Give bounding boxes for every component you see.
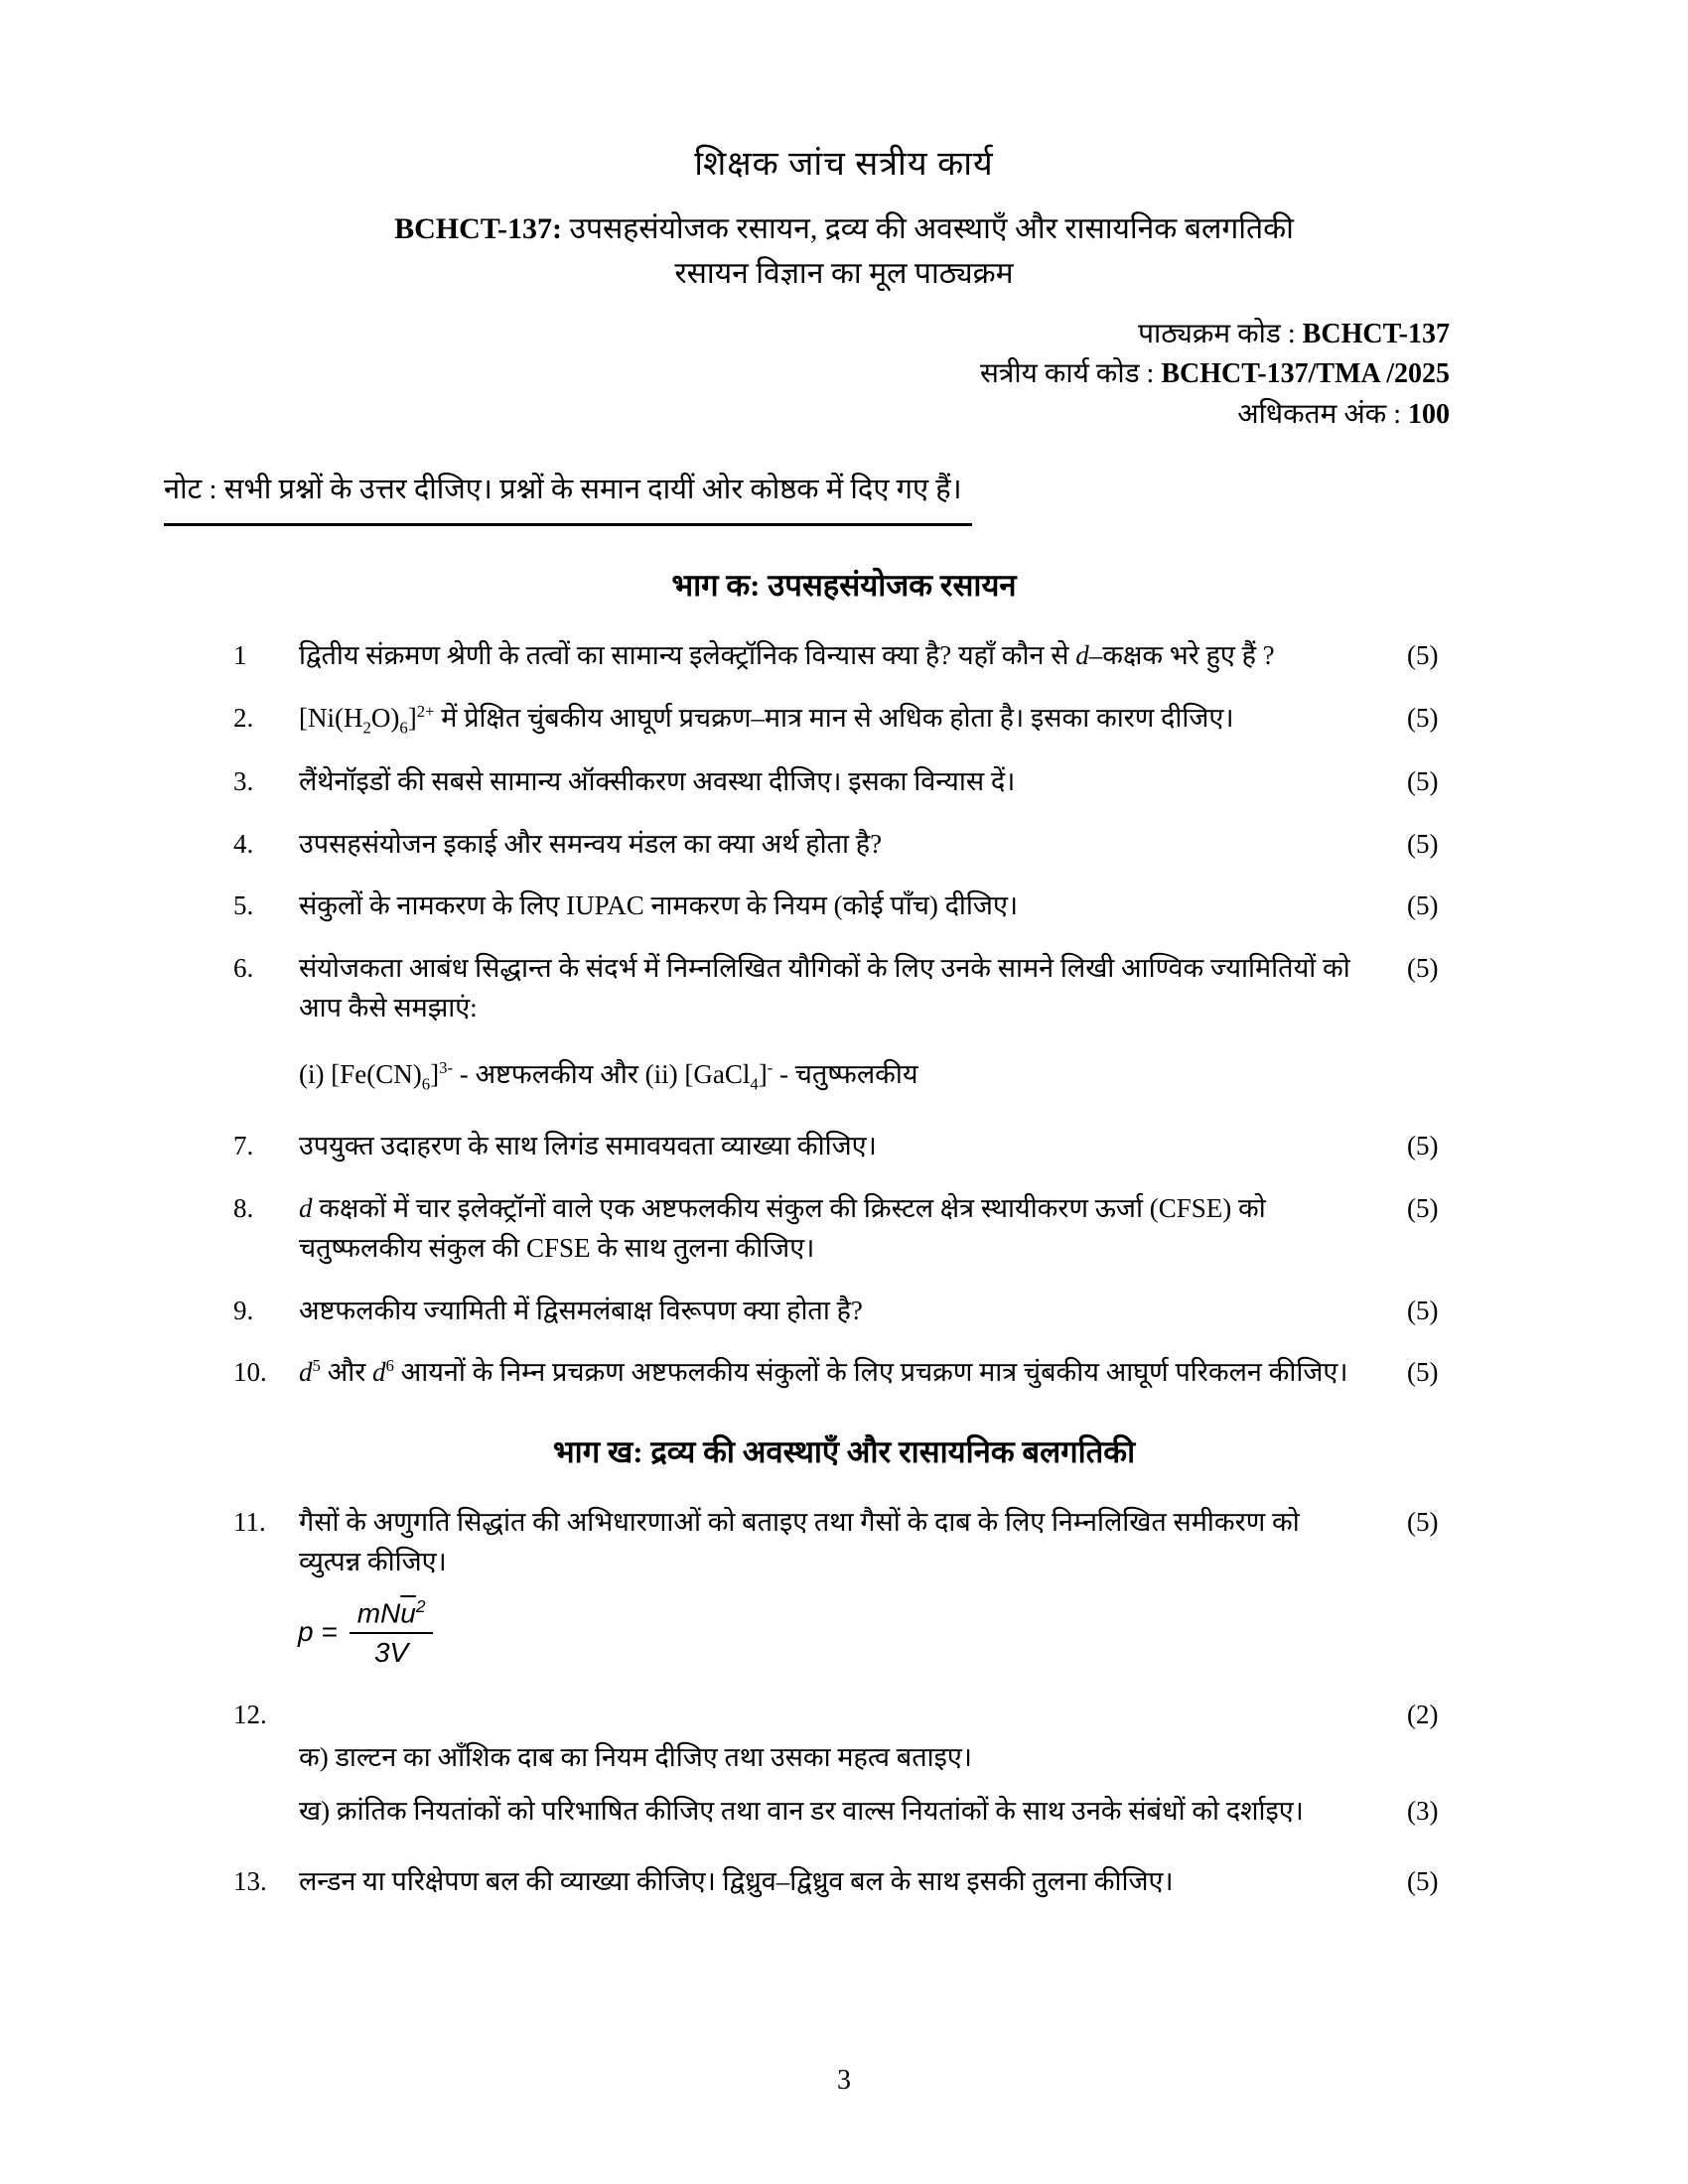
question-row-2 bbox=[233, 698, 1465, 740]
question-marks: (5) bbox=[1407, 890, 1439, 921]
question-number: 5. bbox=[233, 890, 254, 921]
question-text: $[Ni(H_2O)_6]^{2+}$ में प्रेक्षित चुंबकीय आघूर्ण प्रचक्रण–मात्र मान से अधिक होता है। इसका कारण दीजिए। bbox=[299, 701, 1234, 738]
question-text: द्वितीय संक्रमण श्रेणी के तत्वों का सामान्य इलेक्ट्रॉनिक विन्यास क्या है? यहाँ कौन से d–कक्षक भरे हुए हैं ? bbox=[299, 640, 1275, 671]
pressure-equation bbox=[298, 1596, 1688, 1669]
meta-line-assignment-code: सत्रीय कार्य कोड : BCHCT-137/TMA /2025 bbox=[979, 358, 1450, 390]
question-text: अष्टफलकीय ज्यामिती में द्विसमलंबाक्ष विरूपण क्या होता है? bbox=[299, 1295, 863, 1325]
question-marks: (5) bbox=[1407, 828, 1439, 859]
question-text: d कक्षकों में चार इलेक्ट्रॉनों वाले एक अष्टफलकीय संकुल की क्रिस्टल क्षेत्र स्थायीकरण ऊर्जा (CFSE) को चतुष्फलकीय संकुल की CFSE के साथ तुलना कीजिए। bbox=[299, 1192, 1266, 1264]
page-number: 3 bbox=[837, 2065, 851, 2096]
question-text: उपयुक्त उदाहरण के साथ लिगंड समावयवता व्याख्या कीजिए। bbox=[299, 1131, 877, 1161]
question-marks: (5) bbox=[1407, 952, 1439, 983]
question-marks: (5) bbox=[1407, 1865, 1439, 1896]
question-6-compounds: (i) $[Fe(CN)_6]^{3-}$ - अष्टफलकीय और (ii) [GaCl$_4$]- - चतुष्फलकीय bbox=[299, 1057, 918, 1094]
question-number: 1 bbox=[233, 640, 247, 671]
note: नोट : सभी प्रश्नों के उत्तर दीजिए। प्रश्नों के समान दायीं ओर कोष्ठक में दिए गए हैं। bbox=[164, 469, 972, 526]
question-12b-row bbox=[233, 1791, 1465, 1832]
question-row-3 bbox=[233, 761, 1465, 802]
course-subtitle: रसायन विज्ञान का मूल पाठ्यक्रम bbox=[674, 257, 1014, 290]
course-title-line bbox=[0, 208, 1688, 250]
question-text: $d^5$ और $d^6$ आयनों के निम्न प्रचक्रण अष्टफलकीय संकुलों के लिए प्रचक्रण मात्र चुंबकीय आघूर्ण परिकलन कीजिए। bbox=[299, 1356, 1348, 1388]
question-marks: (3) bbox=[1407, 1796, 1439, 1827]
question-number: 3. bbox=[233, 766, 254, 797]
question-row-5 bbox=[233, 886, 1465, 926]
question-marks: (5) bbox=[1407, 1295, 1439, 1325]
question-number: 12. bbox=[233, 1700, 267, 1730]
question-text: संकुलों के नामकरण के लिए IUPAC नामकरण के नियम (कोई पाँच) दीजिए। bbox=[299, 890, 1019, 921]
meta-line-max-marks: अधिकतम अंक : 100 bbox=[1237, 398, 1450, 430]
question-marks: (5) bbox=[1407, 702, 1439, 733]
question-12b-text: ख) क्रांतिक नियतांकों को परिभाषित कीजिए तथा वान डर वाल्स नियतांकों के साथ उनके संबंधों को दर्शाइए। bbox=[299, 1796, 1304, 1827]
question-text: लैंथेनॉइडों की सबसे सामान्य ऑक्सीकरण अवस्था दीजिए। इसका विन्यास दें। bbox=[299, 766, 1016, 797]
question-row-8 bbox=[233, 1188, 1465, 1269]
question-row-7 bbox=[233, 1126, 1465, 1166]
question-marks: (2) bbox=[1407, 1700, 1439, 1730]
question-marks: (5) bbox=[1407, 1357, 1439, 1388]
equation-lhs: p = bbox=[298, 1616, 338, 1648]
question-number: 4. bbox=[233, 828, 254, 859]
question-number: 7. bbox=[233, 1131, 254, 1161]
question-marks: (5) bbox=[1407, 766, 1439, 797]
section-heading-a: भाग क: उपसहसंयोजक रसायन bbox=[671, 568, 1017, 604]
question-row-4 bbox=[233, 824, 1465, 865]
document-title: शिक्षक जांच सत्रीय कार्य bbox=[694, 146, 994, 183]
question-row-10 bbox=[233, 1352, 1465, 1393]
equation-numerator: $mN\overline{u}^2$ bbox=[350, 1596, 434, 1634]
question-12a-row bbox=[233, 1737, 1465, 1778]
section-heading-b: भाग ख: द्रव्य की अवस्थाएँ और रासायनिक बलगतिकी bbox=[552, 1433, 1136, 1469]
question-number: 9. bbox=[233, 1295, 254, 1325]
question-text: लन्डन या परिक्षेपण बल की व्याख्या कीजिए। द्विध्रुव–द्विध्रुव बल के साथ इसकी तुलना कीजिए। bbox=[299, 1865, 1174, 1896]
question-number: 6. bbox=[233, 952, 254, 983]
question-marks: (5) bbox=[1407, 1131, 1439, 1161]
note-wrap bbox=[164, 469, 1688, 526]
question-text: संयोजकता आबंध सिद्धान्त के संदर्भ में निम्नलिखित यौगिकों के लिए उनके सामने लिखी आण्विक ज्यामितियों को आप कैसे समझाएं: bbox=[299, 952, 1350, 1024]
question-row-9 bbox=[233, 1291, 1465, 1331]
question-number: 13. bbox=[233, 1865, 267, 1896]
question-row-13 bbox=[233, 1861, 1465, 1902]
question-12a-text: क) डाल्टन का आँशिक दाब का नियम दीजिए तथा उसका महत्व बताइए। bbox=[299, 1741, 973, 1772]
question-row-11 bbox=[233, 1502, 1465, 1582]
meta-block bbox=[0, 315, 1450, 436]
question-number: 10. bbox=[233, 1357, 267, 1388]
question-text: उपसहसंयोजन इकाई और समन्वय मंडल का क्या अर्थ होता है? bbox=[299, 828, 883, 859]
question-marks: (5) bbox=[1407, 1506, 1439, 1537]
question-row-12 bbox=[233, 1695, 1465, 1735]
equation-denominator: 3V bbox=[373, 1637, 409, 1669]
meta-line-course-code: पाठ्यक्रम कोड : BCHCT-137 bbox=[1138, 318, 1450, 349]
question-number: 11. bbox=[233, 1506, 266, 1537]
question-number: 2. bbox=[233, 702, 254, 733]
question-row-6 bbox=[233, 948, 1465, 1028]
question-number: 8. bbox=[233, 1192, 254, 1223]
question-row-1 bbox=[233, 635, 1465, 676]
course-name: उपसहसंयोजक रसायन, द्रव्य की अवस्थाएँ और रासायनिक बलगतिकी bbox=[562, 212, 1294, 245]
question-marks: (5) bbox=[1407, 1192, 1439, 1223]
question-marks: (5) bbox=[1407, 640, 1439, 671]
equation-fraction bbox=[350, 1596, 434, 1669]
question-text: गैसों के अणुगति सिद्धांत की अभिधारणाओं को बताइए तथा गैसों के दाब के लिए निम्नलिखित समीकरण को व्युत्पन्न कीजिए। bbox=[299, 1506, 1300, 1577]
course-code-bold: BCHCT-137: bbox=[394, 212, 563, 245]
